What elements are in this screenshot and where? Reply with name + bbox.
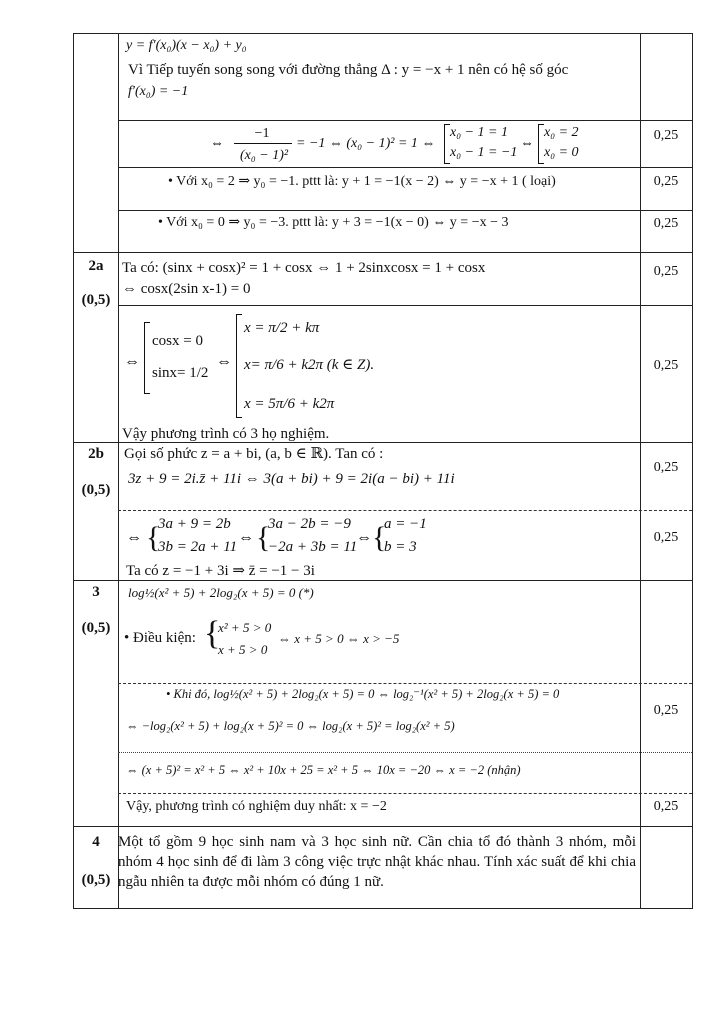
- score: 0,25: [653, 358, 679, 373]
- condition-1: x² + 5 > 0: [218, 620, 272, 635]
- score: 0,25: [653, 174, 679, 189]
- line-2: 3z + 9 = 2i.z̄ + 11i ⇔ 3(a + bi) + 9 = 2i(a − bi) + 11i: [128, 471, 455, 487]
- grid-line: [118, 793, 692, 794]
- question-points: (0,5): [81, 292, 111, 308]
- question-label: 2b: [88, 446, 104, 462]
- slope-equation: f′(x₀) = −1: [128, 84, 189, 99]
- score: 0,25: [653, 460, 679, 475]
- question-points: (0,5): [81, 482, 111, 498]
- grid-line: [118, 120, 692, 121]
- grid-line: [118, 33, 119, 909]
- sys-a2: sinx= 1/2: [152, 365, 209, 381]
- line-3: Ta có z = −1 + 3i ⇒ z̄ = −1 − 3i: [126, 563, 315, 579]
- grid-line: [73, 33, 692, 34]
- grid-line: [73, 908, 692, 909]
- grid-line: [73, 826, 692, 827]
- score: 0,25: [653, 216, 679, 231]
- sys-3a: a = −1: [384, 516, 427, 532]
- sys-2a: 3a − 2b = −9: [268, 516, 351, 532]
- condition-result: ⇔ x + 5 > 0 ⇔ x > −5: [278, 631, 400, 646]
- equation: log½(x² + 5) + 2log₂(x + 5) = 0 (*): [128, 585, 314, 600]
- grid-line: [118, 210, 692, 211]
- line-3: ⇔ (x + 5)² = x² + 5 ⇔ x² + 10x + 25 = x² + 5 ⇔ 10x = −20 ⇔ x = −2 (nhận): [126, 763, 521, 777]
- grid-line: [73, 442, 692, 443]
- grid-line: [118, 683, 692, 684]
- line-1: Gọi số phức z = a + bi, (a, b ∈ ℝ). Tan có :: [124, 446, 384, 462]
- line-2: ⇔ −log₂(x² + 5) + log₂(x + 5)² = 0 ⇔ log₂(x + 5)² = log₂(x² + 5): [126, 719, 455, 733]
- score: 0,25: [653, 264, 679, 279]
- question-points: (0,5): [81, 872, 111, 888]
- grid-line: [692, 33, 693, 909]
- score: 0,25: [653, 530, 679, 545]
- case-1: • Với x₀ = 2 ⇒ y₀ = −1. pttt là: y + 1 = −1(x − 2) ⇔ y = −x + 1 ( loại): [168, 174, 556, 189]
- question-points: (0,5): [81, 620, 111, 636]
- sys-3b: b = 3: [384, 539, 417, 555]
- grid-line: [73, 580, 692, 581]
- conclusion: Vậy, phương trình có nghiệm duy nhất: x = −2: [126, 799, 387, 814]
- line-1: Ta có: (sinx + cosx)² = 1 + cosx ⇔ 1 + 2sinxcosx = 1 + cosx: [122, 260, 486, 276]
- grid-line: [118, 167, 692, 168]
- conclusion: Vậy phương trình có 3 họ nghiệm.: [122, 426, 330, 442]
- question-label: 4: [92, 834, 100, 850]
- question-label: 2a: [88, 258, 104, 274]
- condition-label: • Điều kiện:: [124, 630, 196, 646]
- sys-b2: x= π/6 + k2π (k ∈ Z).: [244, 357, 375, 373]
- grid-line: [73, 33, 74, 909]
- sys-1a: 3a + 9 = 2b: [158, 516, 231, 532]
- problem-text: Một tổ gồm 9 học sinh nam và 3 học sinh nữ. Cần chia tổ đó thành 3 nhóm, mỗi nhóm 4 học sinh để đi làm 3 công việc trực nhật khác nhau. Tính xác suất để khi chia ngẫu nhiên ta được mỗi nhóm có đúng 1 nữ.: [118, 834, 636, 890]
- grid-line: [118, 305, 692, 306]
- score: 0,25: [653, 703, 679, 718]
- grid-line: [118, 510, 692, 511]
- condition-2: x + 5 > 0: [218, 642, 268, 657]
- case-2: • Với x₀ = 0 ⇒ y₀ = −3. pttt là: y + 3 = −1(x − 0) ⇔ y = −x − 3: [158, 215, 509, 230]
- sys-2b: −2a + 3b = 11: [268, 539, 358, 555]
- grid-line: [73, 252, 692, 253]
- score: 0,25: [653, 799, 679, 814]
- line-2: ⇔ cosx(2sin x-1) = 0: [122, 281, 251, 297]
- sys-a1: cosx = 0: [152, 333, 203, 349]
- sys-1b: 3b = 2a + 11: [158, 539, 238, 555]
- line-1: • Khi đó, log½(x² + 5) + 2log₂(x + 5) = 0 ⇔ log₂⁻¹(x² + 5) + 2log₂(x + 5) = 0: [166, 687, 560, 701]
- score: 0,25: [653, 128, 679, 143]
- sys-b1: x = π/2 + kπ: [244, 320, 320, 336]
- tangent-equation: y = f′(x₀)(x − x₀) + y₀: [126, 38, 247, 53]
- parallel-text: Vì Tiếp tuyến song song với đường thẳng Δ : y = −x + 1 nên có hệ số góc: [128, 62, 569, 78]
- grid-line: [118, 752, 692, 753]
- sys-b3: x = 5π/6 + k2π: [244, 396, 335, 412]
- question-label: 3: [92, 584, 100, 600]
